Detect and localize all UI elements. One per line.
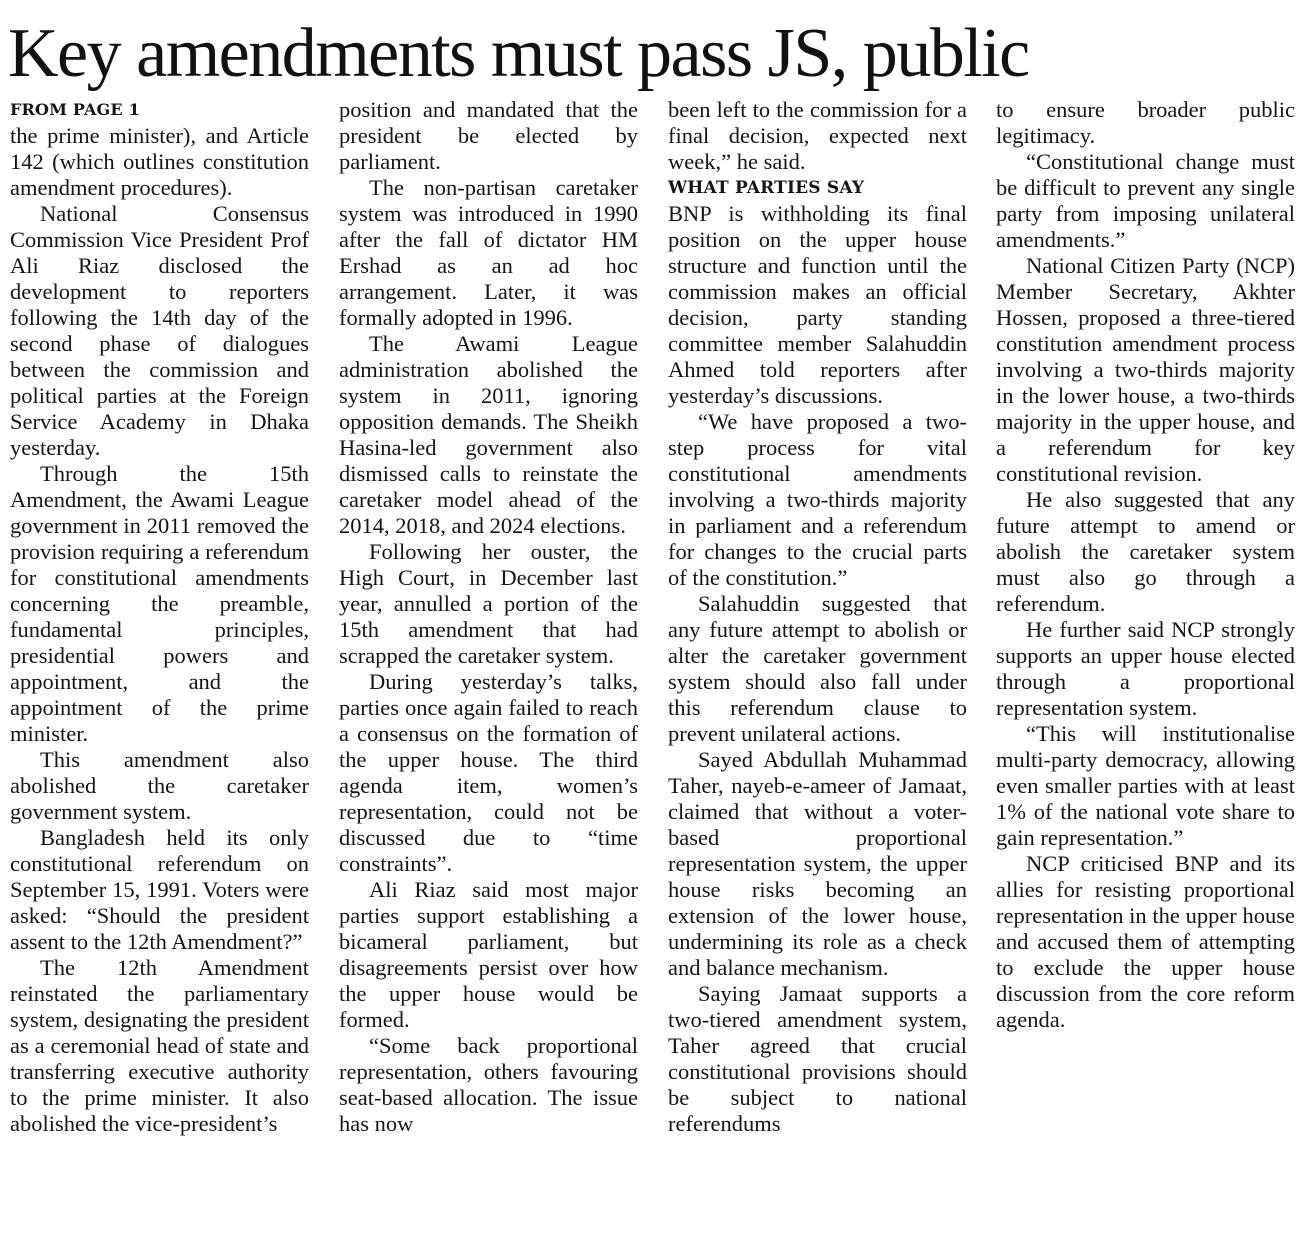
paragraph: the prime minister), and Article 142 (which outlines constitution amendment procedures). [10, 123, 309, 200]
paragraph: “Some back proportional representation, others favouring seat-based allocation. The issue has now [339, 1033, 638, 1136]
headline: Key amendments must pass JS, public [8, 15, 1029, 92]
kicker-from-page-1: FROM PAGE 1 [10, 100, 140, 119]
paragraph: National Citizen Party (NCP) Member Secretary, Akhter Hossen, proposed a three-tiered constitution amendment process involving a two-thirds majority in the lower house, a two-thirds majority in the upper house, and a referendum for key constitutional revision. [996, 253, 1295, 486]
paragraph: He also suggested that any future attempt to amend or abolish the caretaker system must also go through a referendum. [996, 487, 1295, 616]
section-subhead: WHAT PARTIES SAY [668, 178, 865, 198]
article-column-2 [339, 97, 638, 1137]
paragraph: The non-partisan caretaker system was introduced in 1990 after the fall of dictator HM Ershad as an ad hoc arrangement. Later, it was formally adopted in 1996. [339, 175, 638, 330]
article-column-1 [10, 97, 309, 1137]
paragraph: NCP criticised BNP and its allies for resisting proportional representation in the upper house and accused them of attempting to exclude the upper house discussion from the core reform agenda. [996, 851, 1295, 1032]
paragraph: to ensure broader public legitimacy. [996, 97, 1295, 148]
paragraph: He further said NCP strongly supports an upper house elected through a proportional representation system. [996, 617, 1295, 720]
article-column-4 [996, 97, 1295, 1033]
paragraph: Saying Jamaat supports a two-tiered amendment system, Taher agreed that crucial constitutional provisions should be subject to national referendums [668, 981, 967, 1136]
paragraph: This amendment also abolished the caretaker government system. [10, 747, 309, 824]
paragraph: “Constitutional change must be difficult to prevent any single party from imposing unilateral amendments.” [996, 149, 1295, 252]
paragraph: Bangladesh held its only constitutional referendum on September 15, 1991. Voters were asked: “Should the president assent to the 12th Amendment?” [10, 825, 309, 954]
paragraph: National Consensus Commission Vice President Prof Ali Riaz disclosed the development to reporters following the 14th day of the second phase of dialogues between the commission and political parties at the Foreign Service Academy in Dhaka yesterday. [10, 201, 309, 460]
paragraph: The 12th Amendment reinstated the parliamentary system, designating the president as a ceremonial head of state and transferring executive authority to the prime minister. It also abolished the vice-president’s [10, 955, 309, 1136]
paragraph: BNP is withholding its final position on the upper house structure and function until the commission makes an official decision, party standing committee member Salahuddin Ahmed told reporters after yesterday’s discussions. [668, 201, 967, 408]
paragraph: been left to the commission for a final decision, expected next week,” he said. [668, 97, 967, 174]
paragraph: The Awami League administration abolished the system in 2011, ignoring opposition demands. The Sheikh Hasina-led government also dismissed calls to reinstate the caretaker model ahead of the 2014, 2018, and 2024 elections. [339, 331, 638, 538]
article-column-3 [668, 97, 967, 1137]
paragraph: During yesterday’s talks, parties once again failed to reach a consensus on the formation of the upper house. The third agenda item, women’s representation, could not be discussed due to “time constraints”. [339, 669, 638, 876]
paragraph: position and mandated that the president be elected by parliament. [339, 97, 638, 174]
paragraph: “We have proposed a two-step process for vital constitutional amendments involving a two-thirds majority in parliament and a referendum for changes to the crucial parts of the constitution.” [668, 409, 967, 590]
paragraph: Salahuddin suggested that any future attempt to abolish or alter the caretaker government system should also fall under this referendum clause to prevent unilateral actions. [668, 591, 967, 746]
paragraph: Through the 15th Amendment, the Awami League government in 2011 removed the provision requiring a referendum for constitutional amendments concerning the preamble, fundamental principles, presidential powers and appointment, and the appointment of the prime minister. [10, 461, 309, 746]
paragraph: Sayed Abdullah Muhammad Taher, nayeb-e-ameer of Jamaat, claimed that without a voter-based proportional representation system, the upper house risks becoming an extension of the lower house, undermining its role as a check and balance mechanism. [668, 747, 967, 980]
paragraph: “This will institutionalise multi-party democracy, allowing even smaller parties with at least 1% of the national vote share to gain representation.” [996, 721, 1295, 850]
paragraph: Ali Riaz said most major parties support establishing a bicameral parliament, but disagreements persist over how the upper house would be formed. [339, 877, 638, 1032]
paragraph: Following her ouster, the High Court, in December last year, annulled a portion of the 15th amendment that had scrapped the caretaker system. [339, 539, 638, 668]
